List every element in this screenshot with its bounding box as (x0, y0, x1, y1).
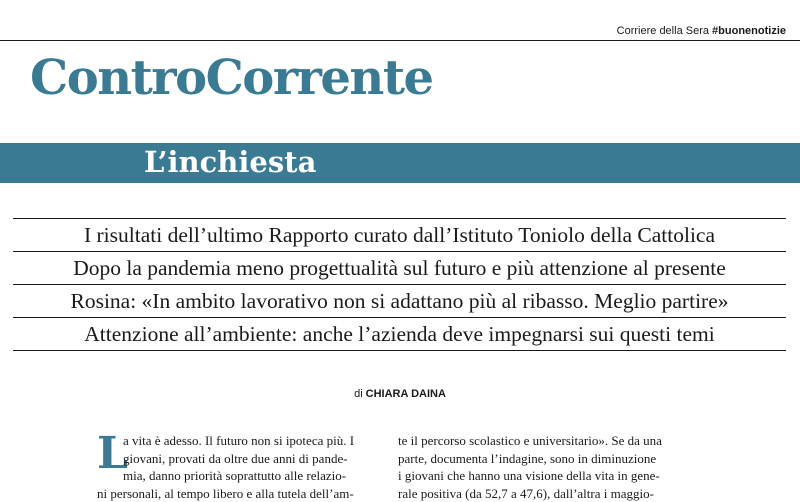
article-line: parte, documenta l’indagine, sono in diminuzione (398, 450, 688, 468)
article-line: ni personali, al tempo libero e alla tutela dell’am- (97, 485, 387, 502)
article-line: giovani, provati da oltre due anni di pande- (97, 450, 387, 468)
article-line: mia, danno priorità soprattutto alle relazio- (97, 467, 387, 485)
masthead-tag: #buonenotizie (712, 25, 786, 37)
byline-prefix: di (354, 388, 363, 400)
section-band (0, 143, 800, 183)
article-line: a vita è adesso. Il futuro non si ipoteca più. I (97, 432, 387, 450)
band-title: L’inchiesta (144, 146, 316, 179)
article-column-2 (398, 432, 688, 502)
article-line: rale positiva (da 52,7 a 47,6), dall’altra i maggio- (398, 485, 688, 502)
top-rule (0, 40, 800, 41)
subhead: Rosina: «In ambito lavorativo non si adattano più al ribasso. Meglio partire» (13, 285, 786, 318)
article-line: te il percorso scolastico e universitario». Se da una (398, 432, 688, 450)
subhead: I risultati dell’ultimo Rapporto curato dall’Istituto Toniolo della Cattolica (13, 219, 786, 252)
article-column-1 (97, 432, 387, 502)
subheads (13, 218, 786, 351)
byline-author: CHIARA DAINA (366, 388, 446, 400)
subhead: Attenzione all’ambiente: anche l’azienda deve impegnarsi sui questi temi (13, 318, 786, 351)
article-line: i giovani che hanno una visione della vita in gene- (398, 467, 688, 485)
drop-cap: L (97, 432, 128, 476)
subhead: Dopo la pandemia meno progettualità sul futuro e più attenzione al presente (13, 252, 786, 285)
byline (0, 388, 800, 400)
masthead-paper: Corriere della Sera (617, 25, 709, 37)
section-title: ControCorrente (30, 54, 433, 102)
masthead (617, 25, 786, 37)
